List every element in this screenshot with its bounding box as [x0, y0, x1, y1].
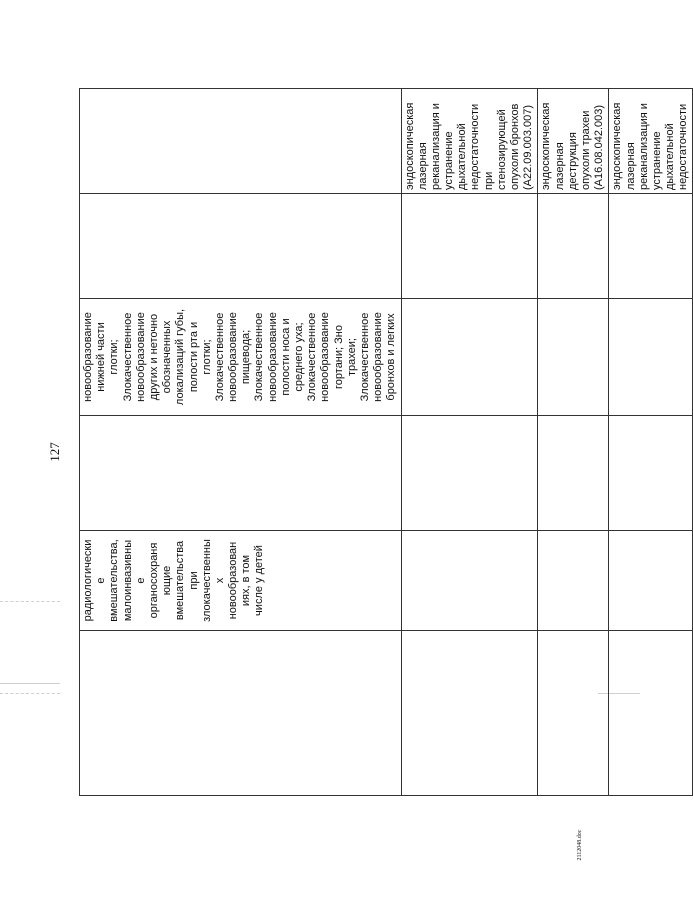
scan-artifact-dash [0, 693, 60, 694]
table-cell [538, 194, 609, 299]
intervention-type-cell: радиологически е вмешательства, малоинвазивны е органосохраня ющие вмешательства при злокачественны х новообразован иях, в том числе у детей [80, 531, 402, 631]
table-cell [401, 299, 538, 416]
table-cell [609, 531, 693, 631]
table-cell [80, 194, 402, 299]
table-cell [401, 631, 538, 796]
table-row [80, 89, 402, 796]
table-row [609, 89, 693, 796]
table-cell [609, 416, 693, 531]
table-cell [538, 531, 609, 631]
services-table [79, 89, 690, 796]
table-cell [401, 194, 538, 299]
table-cell [538, 416, 609, 531]
table-cell [80, 89, 402, 194]
document-filename: 2112048.doc [577, 829, 583, 861]
table-row [538, 89, 609, 796]
table-row [401, 89, 538, 796]
procedure-cell: эндоскопическая лазерная деструкция опухоли трахеи (A16.08.042.003) [538, 89, 609, 194]
scan-artifact-dash [0, 601, 60, 602]
table-cell [80, 631, 402, 796]
scan-artifact-line [0, 683, 60, 684]
table-cell [609, 631, 693, 796]
diagnosis-cell: новообразование нижней части глотки; Злокачественное новообразование других и неточно обозначенных локализаций губы, полости рта и глотки; Злокачественное новообразование пищевода; Злокачественное новообразование полости носа и среднего уха; Злокачественное новообразование гортани; Зно трахеи; Злокачественное новообразование бронхов и легких [80, 299, 402, 416]
table-cell [609, 299, 693, 416]
table-cell [80, 416, 402, 531]
procedure-cell: эндоскопическая лазерная реканализация и устранение дыхательной недостаточности при стенозирующей опухоли бронхов (A22.09.003.007) [401, 89, 538, 194]
page-number: 127 [47, 442, 62, 462]
table-cell [538, 299, 609, 416]
table-cell [609, 194, 693, 299]
table-cell [538, 631, 609, 796]
table-cell [401, 416, 538, 531]
procedure-cell: эндоскопическая лазерная реканализация и устранение дыхательной недостаточности [609, 89, 693, 194]
table-cell [401, 531, 538, 631]
